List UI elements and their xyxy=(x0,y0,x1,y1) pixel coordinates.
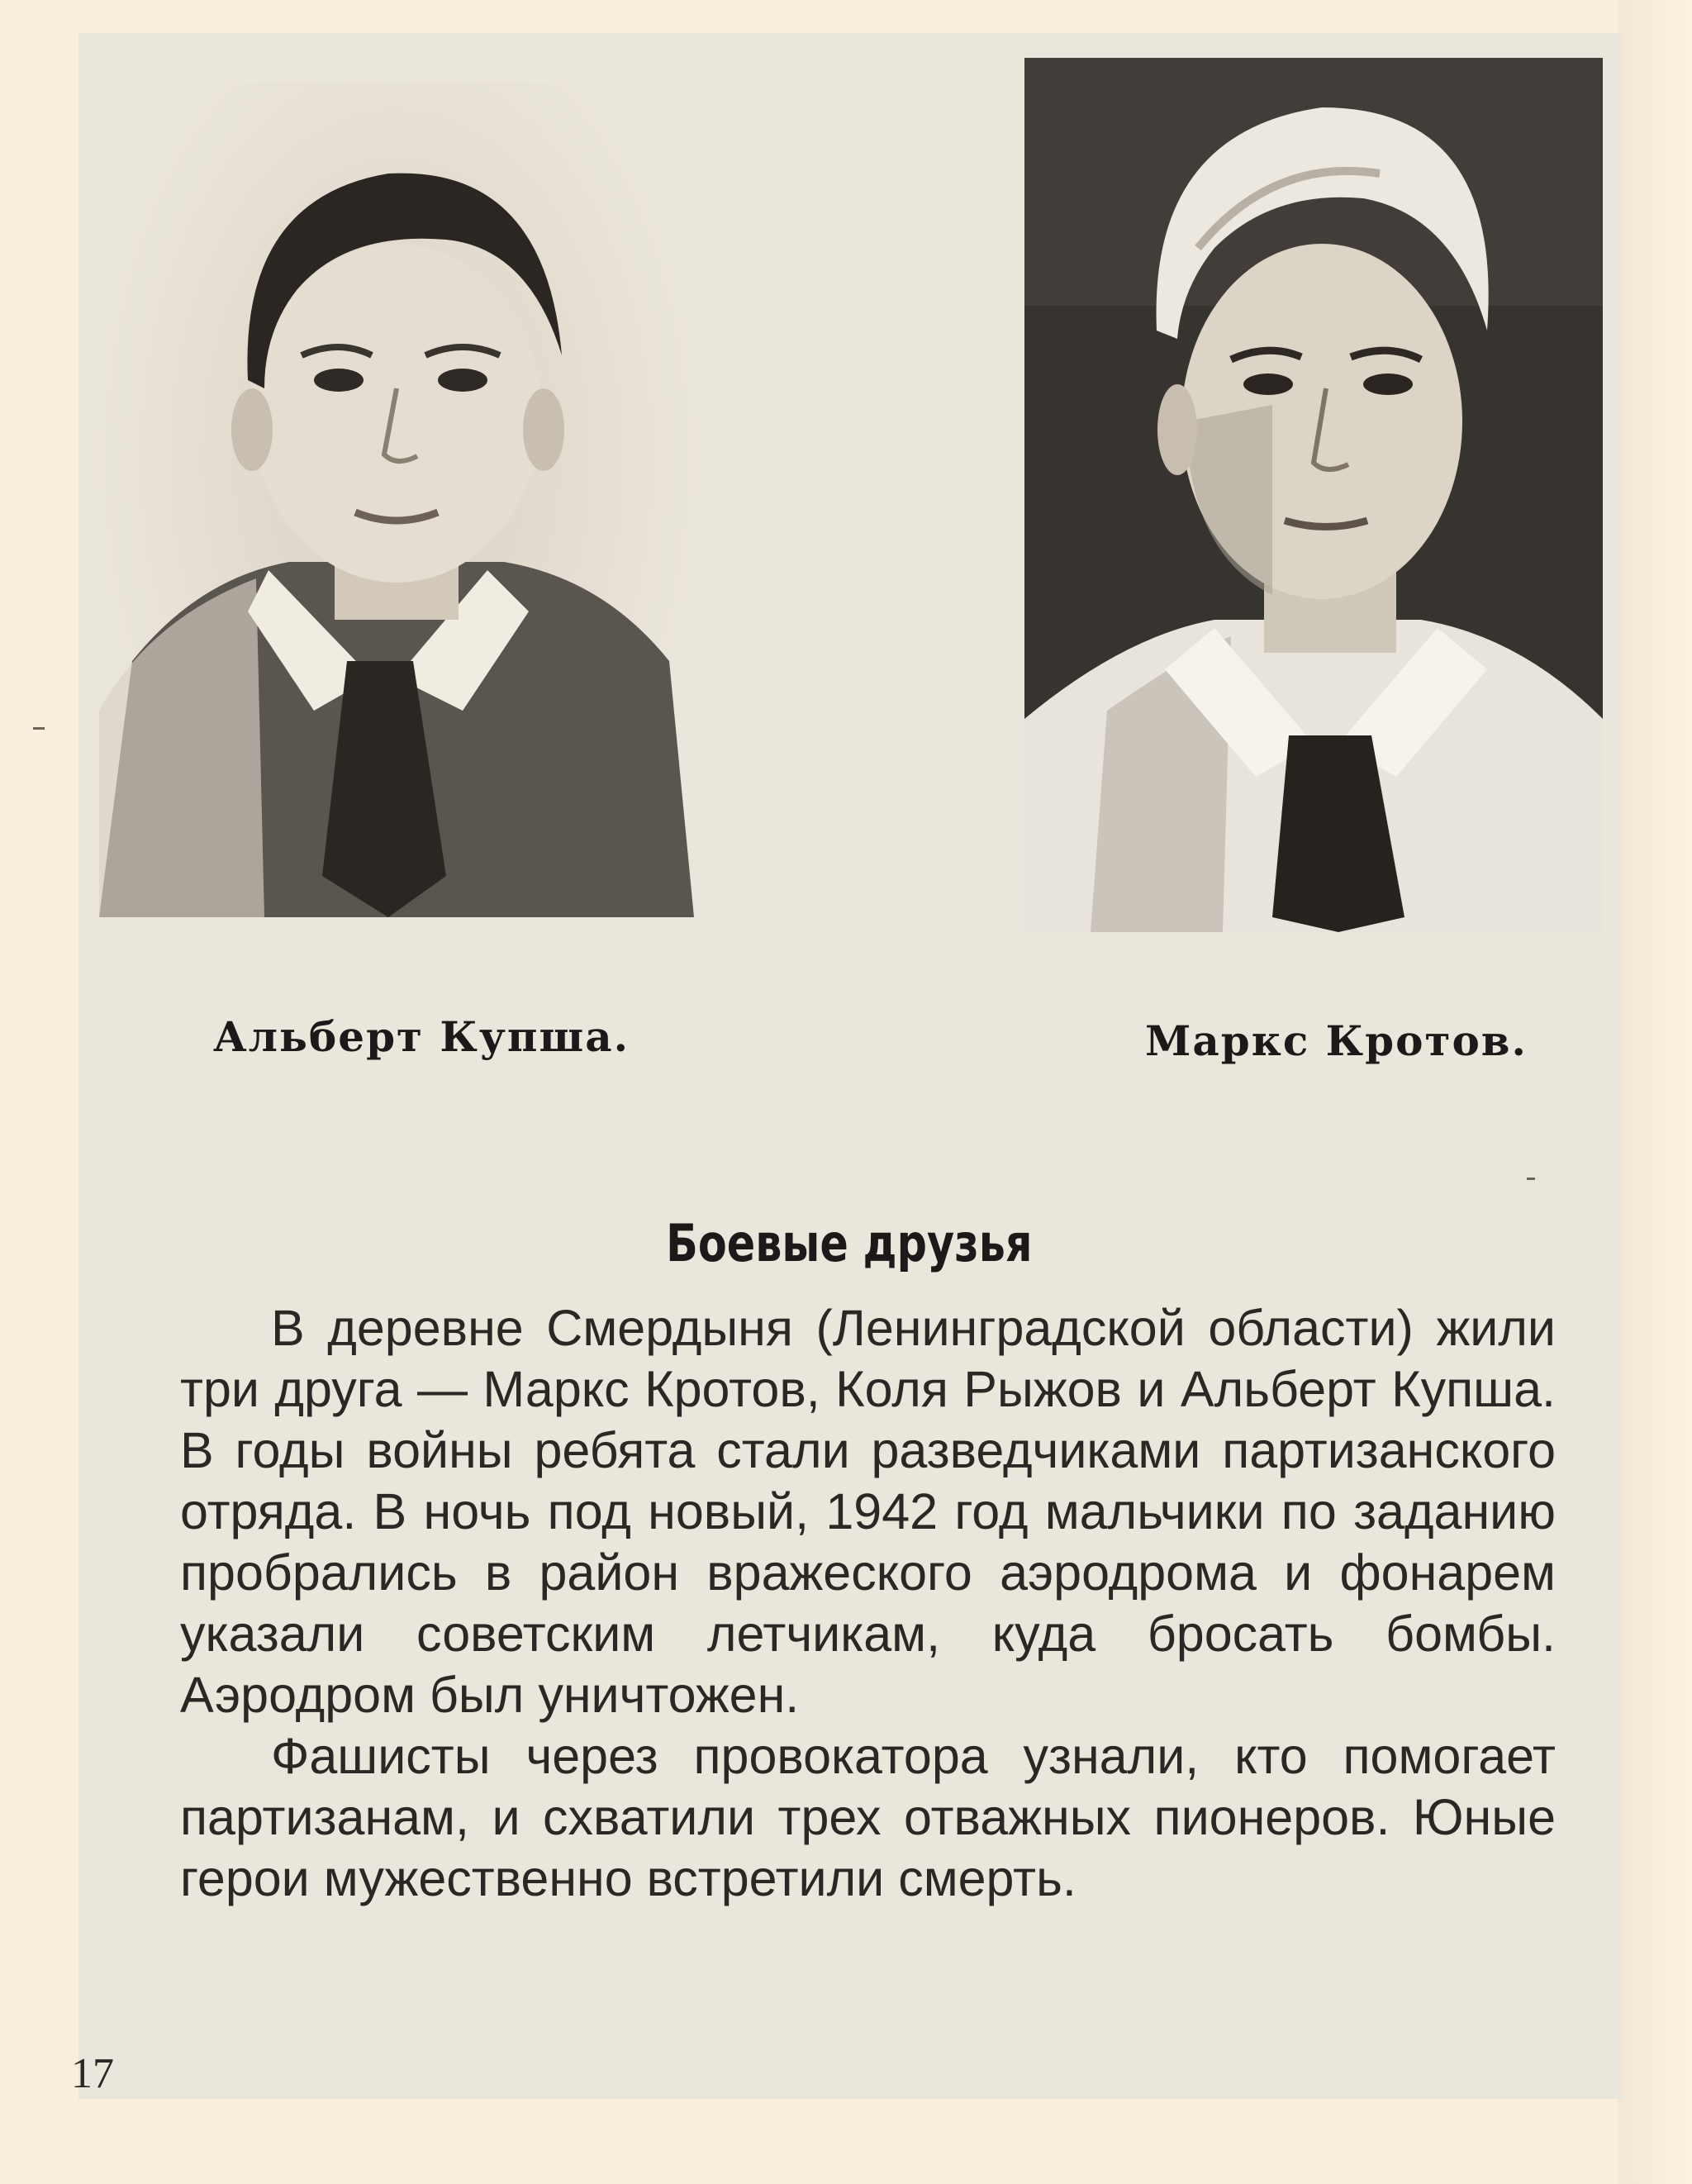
page-edge xyxy=(1618,0,1692,2184)
article-body xyxy=(180,1297,1556,1909)
page-number: 17 xyxy=(71,2050,114,2097)
portrait-marks-krotov xyxy=(1024,58,1603,932)
portrait-drawing-left xyxy=(99,83,694,917)
print-mark xyxy=(1527,1178,1535,1180)
print-mark xyxy=(33,727,45,730)
article-paragraph: Фашисты через провокатора узнали, кто помогает партизанам, и схватили трех отважных пионеров. Юные герои мужественно встретили смерть. xyxy=(180,1728,1556,1906)
article-title: Боевые друзья xyxy=(666,1213,1033,1273)
portrait-caption-right: Маркс Кротов. xyxy=(1145,1016,1528,1065)
portrait-caption-left: Альберт Купша. xyxy=(213,1012,630,1061)
article-paragraph: В деревне Смердыня (Ленинградской области) жили три друга — Маркс Кротов, Коля Рыжов и Альберт Купша. В годы войны ребята стали разведчиками партизанского отряда. В ночь под новый, 1942 год мальчики по заданию пробрались в район вражеского аэродрома и фонарем указали советским летчикам, куда бросать бомбы. Аэродром был уничтожен. xyxy=(180,1300,1556,1723)
portrait-albert-kupsha xyxy=(99,83,694,917)
portrait-drawing-right xyxy=(1024,58,1603,932)
